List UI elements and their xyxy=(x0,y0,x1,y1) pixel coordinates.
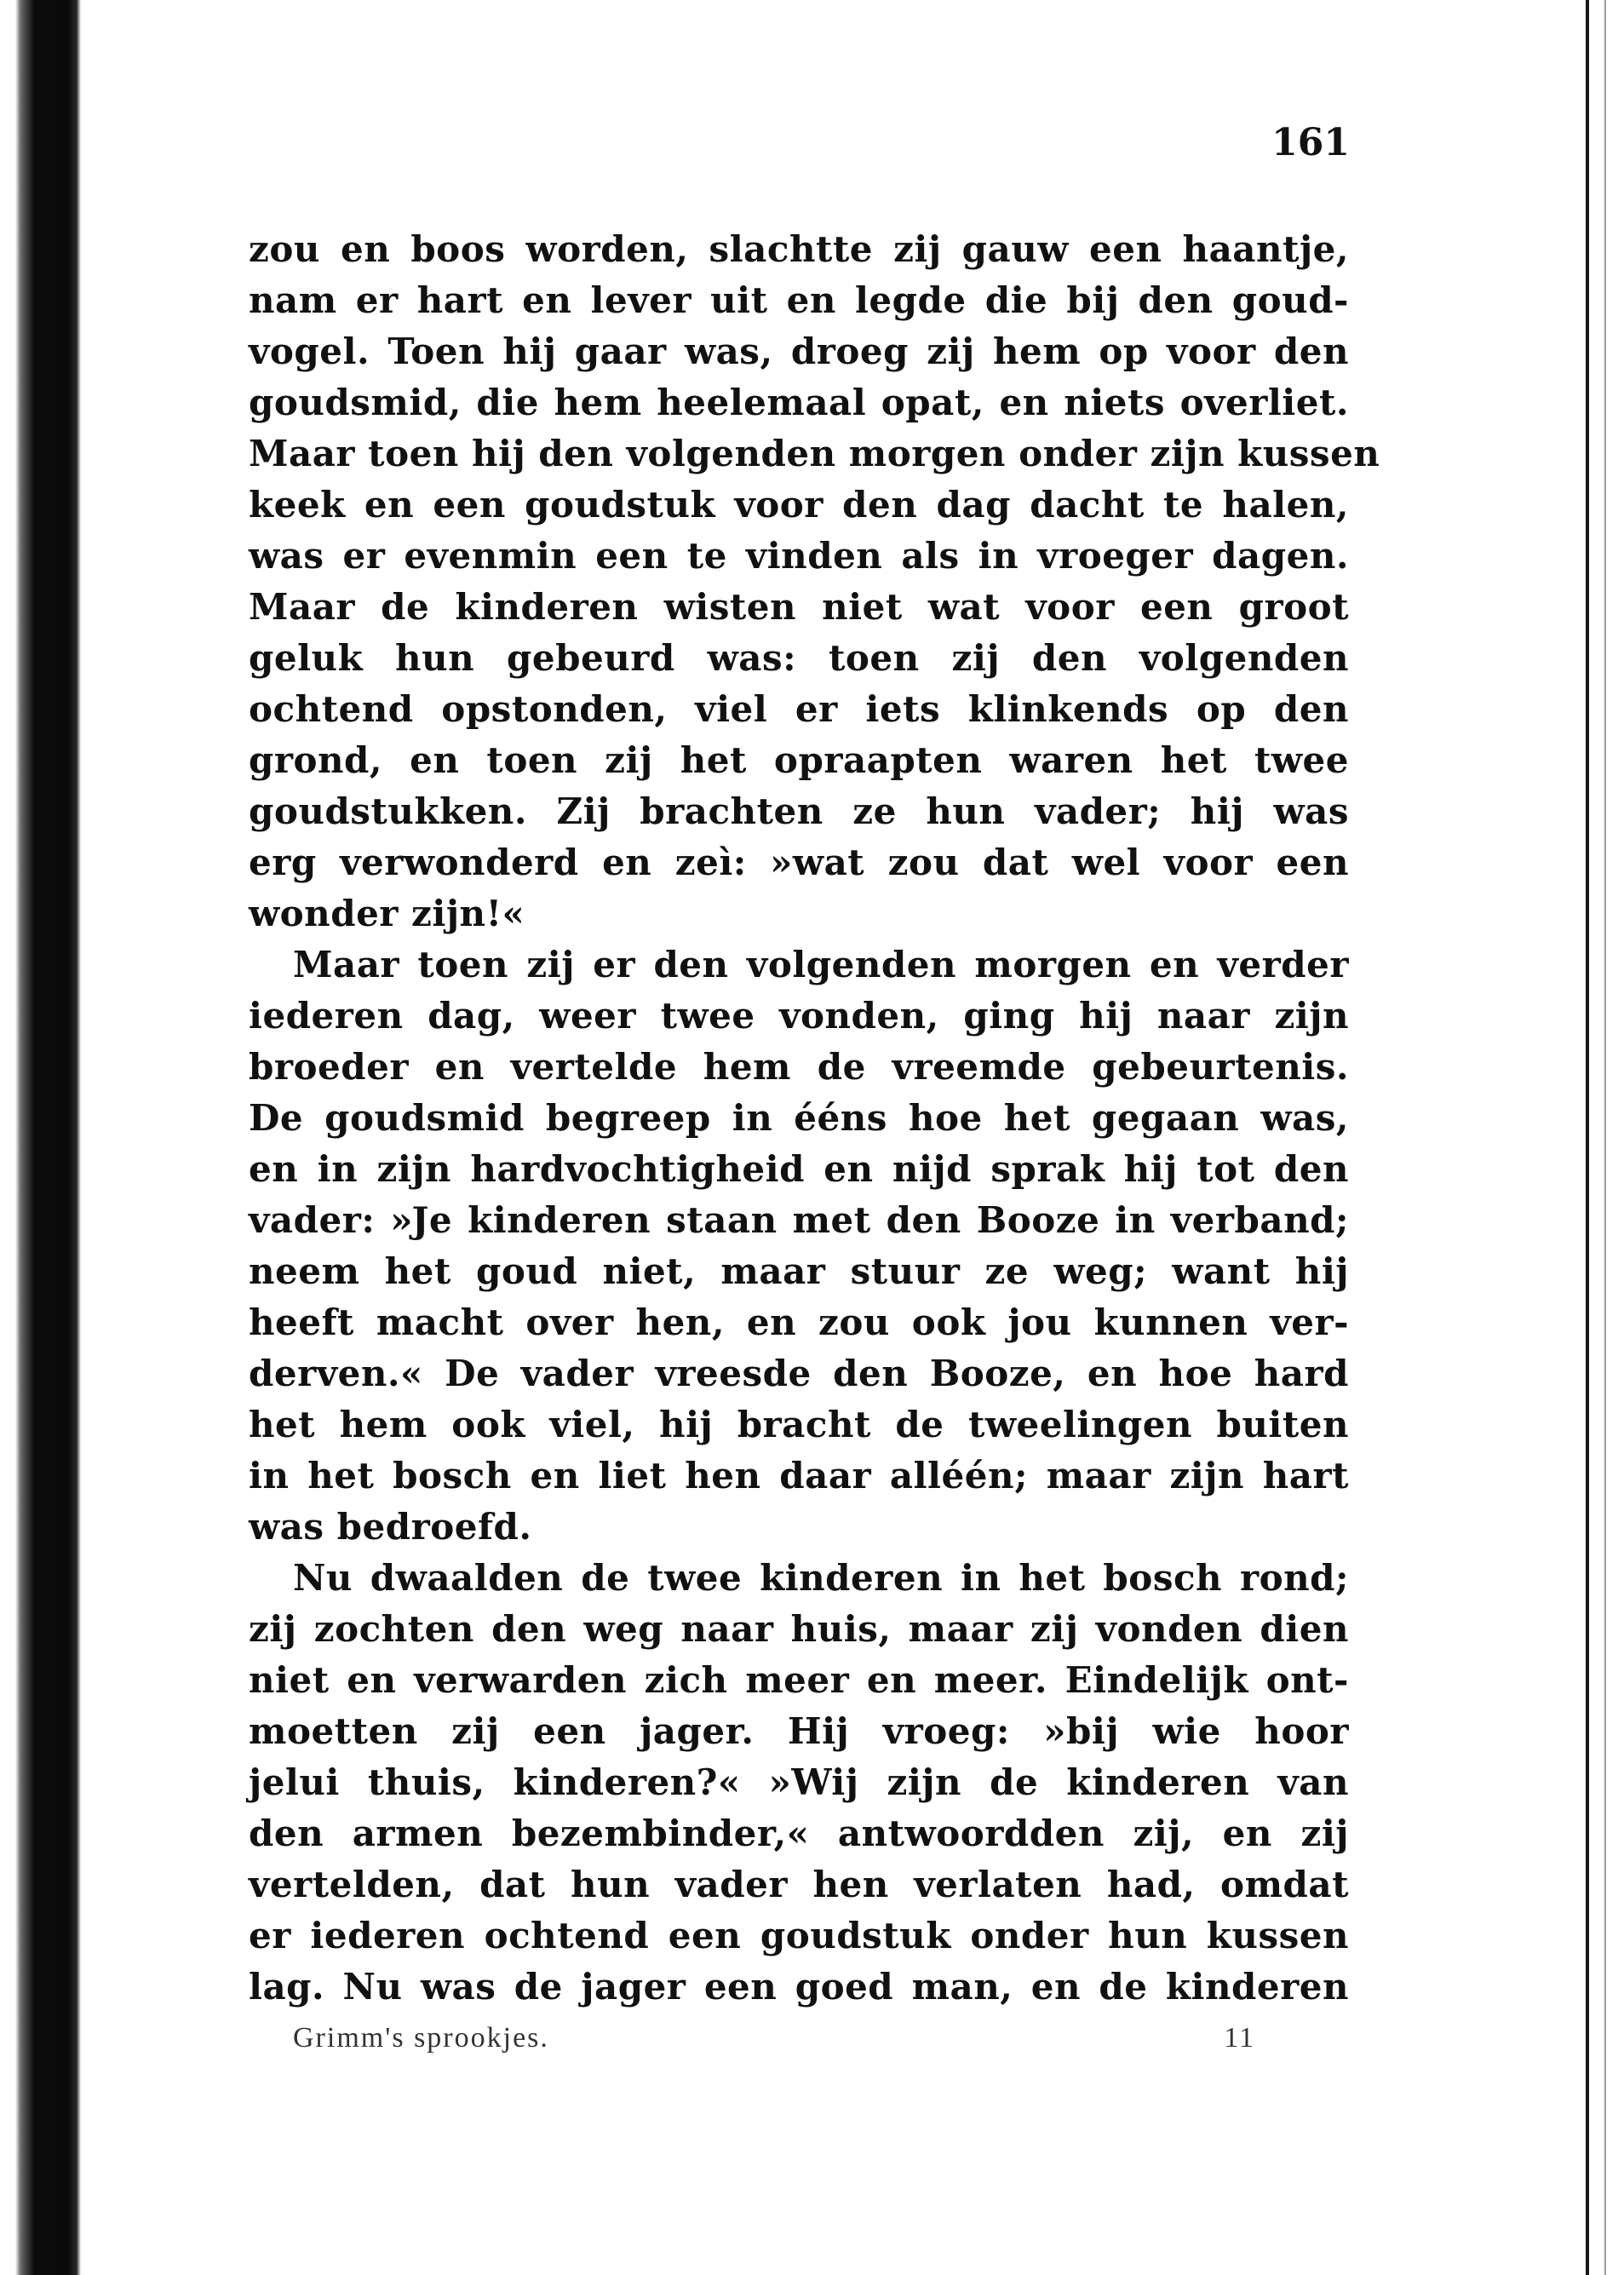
text-line: goudstukken. Zij brachten ze hun vader; hij was xyxy=(249,790,1349,832)
book-spine-shadow xyxy=(0,0,81,2275)
text-line: iederen dag, weer twee vonden, ging hij naar zijn xyxy=(249,995,1349,1037)
text-line: Maar toen hij den volgenden morgen onder zijn kussen xyxy=(249,433,1380,474)
body-text xyxy=(249,224,1380,2013)
text-line: vader: »Je kinderen staan met den Booze in verband; xyxy=(249,1199,1349,1241)
footer-book-title: Grimm's sprookjes. xyxy=(293,2022,549,2054)
page-number: 161 xyxy=(1271,121,1350,164)
text-line: neem het goud niet, maar stuur ze weg; want hij xyxy=(249,1250,1349,1292)
text-line: Nu dwaalden de twee kinderen in het bosch rond; xyxy=(293,1557,1349,1599)
text-line: wonder zijn!« xyxy=(249,893,525,934)
text-line: niet en verwarden zich meer en meer. Eindelijk ont- xyxy=(249,1659,1349,1701)
text-line: nam er hart en lever uit en legde die bij den goud- xyxy=(249,279,1349,321)
text-line: ochtend opstonden, viel er iets klinkends op den xyxy=(249,688,1349,730)
text-line: vertelden, dat hun vader hen verlaten had, omdat xyxy=(249,1864,1349,1905)
text-line: Maar toen zij er den volgenden morgen en verder xyxy=(293,944,1349,985)
text-line: De goudsmid begreep in ééns hoe het gegaan was, xyxy=(249,1097,1349,1139)
text-line: er iederen ochtend een goudstuk onder hun kussen xyxy=(249,1915,1349,1956)
text-line: goudsmid, die hem heelemaal opat, en niets overliet. xyxy=(249,382,1349,423)
text-line: zou en boos worden, slachtte zij gauw een haantje, xyxy=(249,228,1349,270)
text-line: was er evenmin een te vinden als in vroeger dagen. xyxy=(249,535,1349,577)
text-line: Maar de kinderen wisten niet wat voor een groot xyxy=(249,586,1349,628)
text-line: zij zochten den weg naar huis, maar zij vonden dien xyxy=(249,1608,1349,1650)
text-line: erg verwonderd en zeì: »wat zou dat wel voor een xyxy=(249,842,1349,883)
page-edge-line xyxy=(1586,0,1589,2275)
text-line: vogel. Toen hij gaar was, droeg zij hem op voor den xyxy=(249,330,1349,372)
text-line: keek en een goudstuk voor den dag dacht te halen, xyxy=(249,484,1349,526)
page-edge-line-faint xyxy=(1604,0,1606,2275)
text-line: in het bosch en liet hen daar alléén; maar zijn hart xyxy=(249,1455,1349,1497)
text-line: geluk hun gebeurd was: toen zij den volgenden xyxy=(249,637,1349,679)
text-line: derven.« De vader vreesde den Booze, en hoe hard xyxy=(249,1353,1349,1394)
text-line: was bedroefd. xyxy=(249,1506,532,1548)
text-line: grond, en toen zij het opraapten waren het twee xyxy=(249,739,1349,781)
text-line: en in zijn hardvochtigheid en nijd sprak hij tot den xyxy=(249,1148,1349,1190)
text-line: moetten zij een jager. Hij vroeg: »bij wie hoor xyxy=(249,1710,1349,1752)
text-line: den armen bezembinder,« antwoordden zij, en zij xyxy=(249,1813,1349,1854)
page-footer xyxy=(293,2017,1255,2060)
text-line: heeft macht over hen, en zou ook jou kunnen ver- xyxy=(249,1301,1349,1343)
footer-signature-mark: 11 xyxy=(1224,2022,1255,2054)
text-line: jelui thuis, kinderen?« »Wij zijn de kinderen van xyxy=(249,1761,1349,1803)
text-line: broeder en vertelde hem de vreemde gebeurtenis. xyxy=(249,1046,1349,1088)
text-line: het hem ook viel, hij bracht de tweelingen buiten xyxy=(249,1404,1349,1445)
text-line: lag. Nu was de jager een goed man, en de kinderen xyxy=(249,1966,1349,2008)
